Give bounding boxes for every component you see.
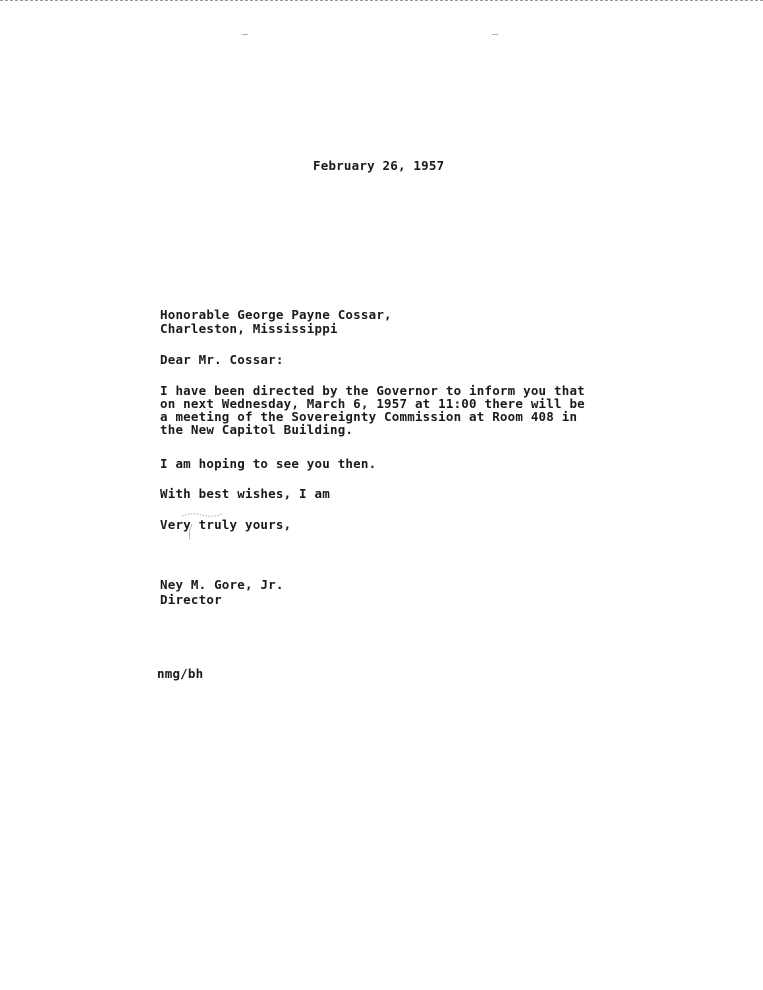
signer-name: Ney M. Gore, Jr.: [160, 577, 284, 592]
body-line: a meeting of the Sovereignty Commission at Room 408 in: [160, 409, 578, 424]
signature-scribble-icon: [178, 510, 238, 542]
salutation: Dear Mr. Cossar:: [160, 352, 284, 367]
hope-line: I am hoping to see you then.: [160, 456, 377, 471]
scan-speck: [492, 34, 498, 35]
recipient-location: Charleston, Mississippi: [160, 321, 338, 336]
scan-edge-dashes: [0, 0, 763, 1]
reference-initials: nmg/bh: [157, 666, 204, 681]
complimentary-close: Very truly yours,: [160, 517, 292, 532]
body-line: the New Capitol Building.: [160, 422, 354, 437]
body-line: on next Wednesday, March 6, 1957 at 11:00 there will be: [160, 396, 585, 411]
body-line: I have been directed by the Governor to inform you that: [160, 383, 585, 398]
scan-speck: [242, 34, 248, 35]
letter-body-paragraph: [160, 384, 585, 436]
recipient-name: Honorable George Payne Cossar,: [160, 307, 392, 322]
letter-date: February 26, 1957: [313, 158, 445, 173]
signer-title: Director: [160, 592, 222, 607]
closing-line: With best wishes, I am: [160, 486, 330, 501]
